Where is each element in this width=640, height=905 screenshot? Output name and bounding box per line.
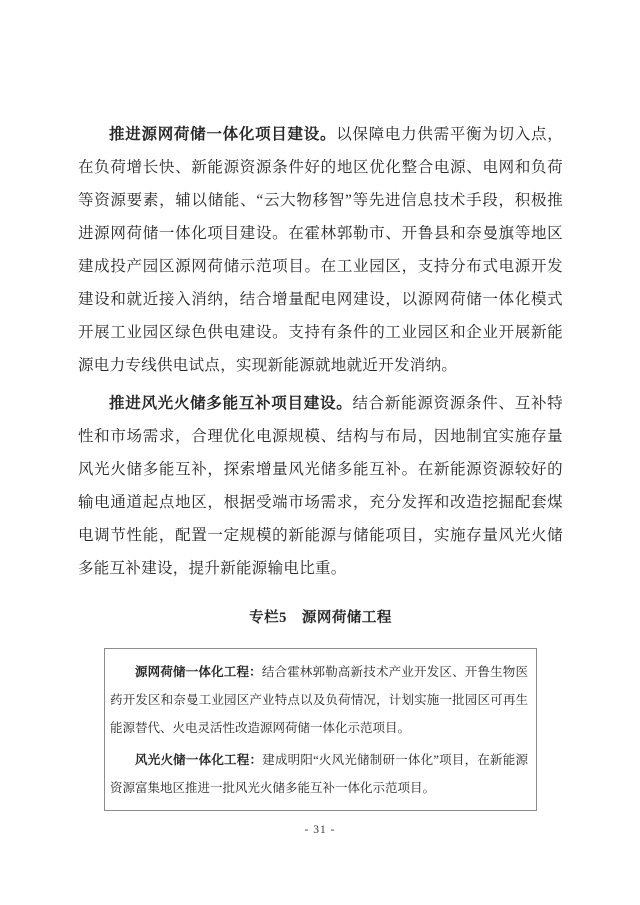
callout-item-1-text: 结合霍林郭勒高新技术产业开发区、开鲁生物医药开发区和奈曼工业园区产业特点以及负荷情况，计划实施一批园区可再生能源替代、火电灵活性改造源网荷储一体化示范项目。: [110, 665, 528, 735]
callout-item-2-text: 建成明阳“火风光储制研一体化”项目，在新能源资源富集地区推进一批风光火储多能互补一体化示范项目。: [110, 753, 528, 795]
body-paragraph-2: [78, 387, 563, 585]
callout-item-1-lead: 源网荷储一体化工程：: [135, 665, 262, 679]
page-content: [78, 118, 563, 811]
callout-item-2-lead: 风光火储一体化工程：: [135, 753, 263, 767]
body-paragraph-1: [78, 118, 563, 382]
callout-item-1: [110, 658, 528, 742]
page-number: - 31 -: [304, 824, 336, 836]
callout-box: [104, 648, 537, 811]
paragraph-1-text: 以保障电力供需平衡为切入点，在负荷增长快、新能源资源条件好的地区优化整合电源、电网和负荷等资源要素，辅以储能、“云大物移智”等先进信息技术手段，积极推进源网荷储一体化项目建设。在霍林郭勒市、开鲁县和奈曼旗等地区建成投产园区源网荷储示范项目。在工业园区，支持分布式电源开发建设和就近接入消纳，结合增量配电网建设，以源网荷储一体化模式开展工业园区绿色供电建设。支持有条件的工业园区和企业开展新能源电力专线供电试点，实现新能源就地就近开发消纳。: [78, 126, 564, 374]
callout-box-title: 专栏5 源网荷储工程: [249, 610, 392, 626]
paragraph-1-lead: 推进源网荷储一体化项目建设。: [109, 126, 337, 143]
paragraph-2-lead: 推进风光火储多能互补项目建设。: [109, 395, 353, 412]
callout-item-2: [110, 746, 528, 802]
paragraph-2-text: 结合新能源资源条件、互补特性和市场需求，合理优化电源规模、结构与布局，因地制宜实施存量风光火储多能互补，探索增量风光储多能互补。在新能源资源较好的输电通道起点地区，根据受端市场需求，充分发挥和改造挖掘配套煤电调节性能，配置一定规模的新能源与储能项目，实施存量风光火储多能互补建设，提升新能源输电比重。: [78, 395, 563, 577]
